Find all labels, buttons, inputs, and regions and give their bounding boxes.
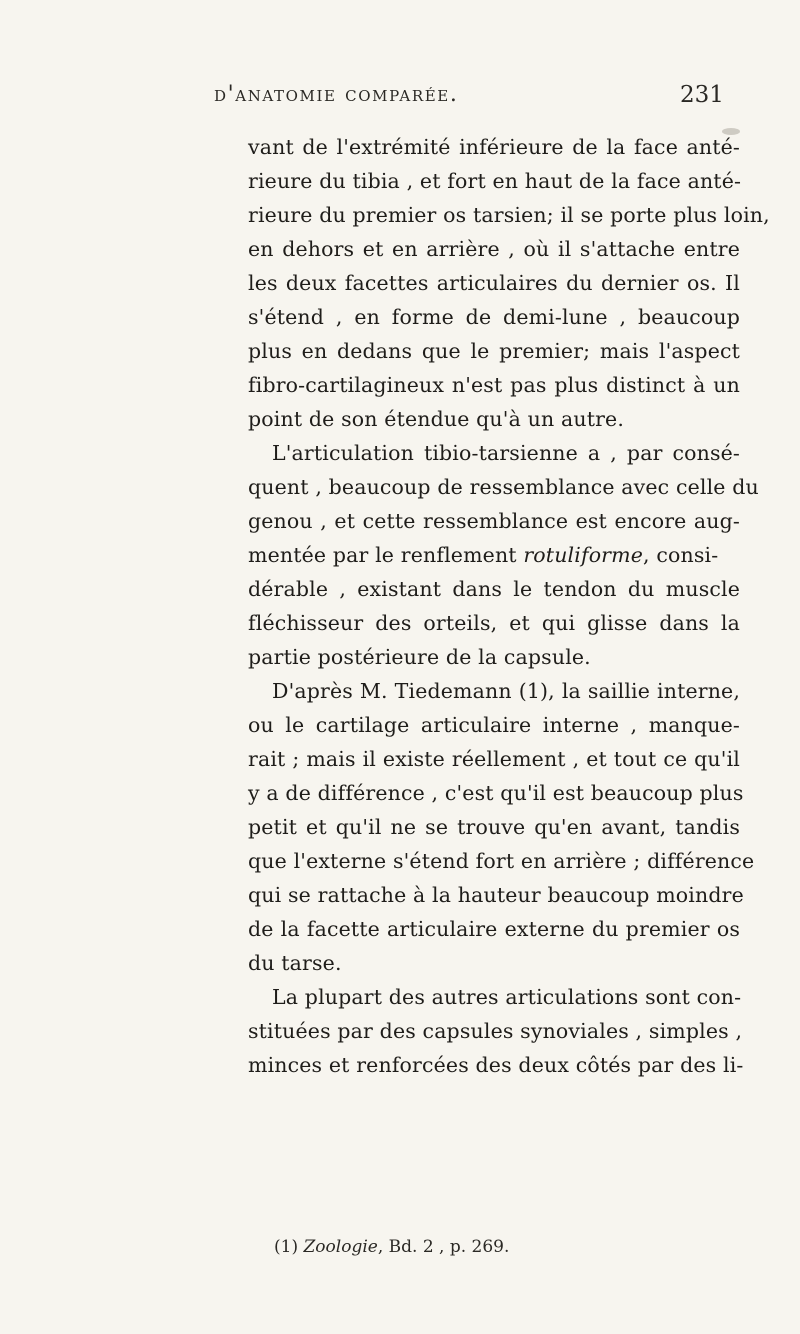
italic-term: rotuliforme	[523, 543, 644, 567]
text-line: petit et qu'il ne se trouve qu'en avant, tandis	[248, 815, 740, 839]
running-head	[0, 82, 800, 112]
text-line: plus en dedans que le premier; mais l'aspect	[248, 339, 740, 363]
text-line: stituées par des capsules synoviales , simples ,	[248, 1019, 743, 1043]
text-line: D'après M. Tiedemann (1), la saillie interne,	[272, 679, 740, 703]
text-line: point de son étendue qu'à un autre.	[248, 407, 624, 431]
text-line: fléchisseur des orteils, et qui glisse dans la	[248, 611, 740, 635]
body-text	[248, 130, 770, 1082]
text-line: L'articulation tibio-tarsienne a , par consé-	[272, 441, 740, 465]
text-line: les deux facettes articulaires du dernier os. Il	[248, 271, 740, 295]
text-segment: , consi-	[643, 543, 719, 567]
text-line: genou , et cette ressemblance est encore aug-	[248, 509, 740, 533]
text-line: dérable , existant dans le tendon du muscle	[248, 577, 740, 601]
footnote-marker: (1)	[274, 1237, 299, 1257]
text-line: minces et renforcées des deux côtés par des li-	[248, 1053, 744, 1077]
text-line: que l'externe s'étend fort en arrière ; différence	[248, 849, 755, 873]
text-line: ou le cartilage articulaire interne , manque-	[248, 713, 740, 737]
text-line: en dehors et en arrière , où il s'attache entre	[248, 237, 740, 261]
text-line: rieure du premier os tarsien; il se porte plus loin,	[248, 203, 770, 227]
text-line: de la facette articulaire externe du premier os	[248, 917, 740, 941]
running-title: d'anatomie comparée.	[214, 82, 459, 107]
footnote-rest: , Bd. 2 , p. 269.	[377, 1237, 510, 1257]
text-line: s'étend , en forme de demi-lune , beaucoup	[248, 305, 740, 329]
text-segment: mentée par le renflement	[248, 543, 517, 567]
text-line: du tarse.	[248, 951, 342, 975]
text-line: partie postérieure de la capsule.	[248, 645, 591, 669]
text-line: rieure du tibia , et fort en haut de la face anté-	[248, 169, 742, 193]
text-line: qui se rattache à la hauteur beaucoup moindre	[248, 883, 744, 907]
text-line: La plupart des autres articulations sont con-	[272, 985, 742, 1009]
text-line: quent , beaucoup de ressemblance avec celle du	[248, 475, 759, 499]
text-line: fibro-cartilagineux n'est pas plus distinct à un	[248, 373, 740, 397]
text-line: vant de l'extrémité inférieure de la face anté-	[248, 135, 740, 159]
text-line-mixed	[248, 538, 740, 572]
page-number: 231	[680, 82, 724, 108]
text-line: y a de différence , c'est qu'il est beaucoup plus	[248, 781, 744, 805]
footnote-source: Zoologie	[303, 1237, 378, 1257]
footnote	[274, 1234, 509, 1260]
text-line: rait ; mais il existe réellement , et tout ce qu'il	[248, 747, 740, 771]
